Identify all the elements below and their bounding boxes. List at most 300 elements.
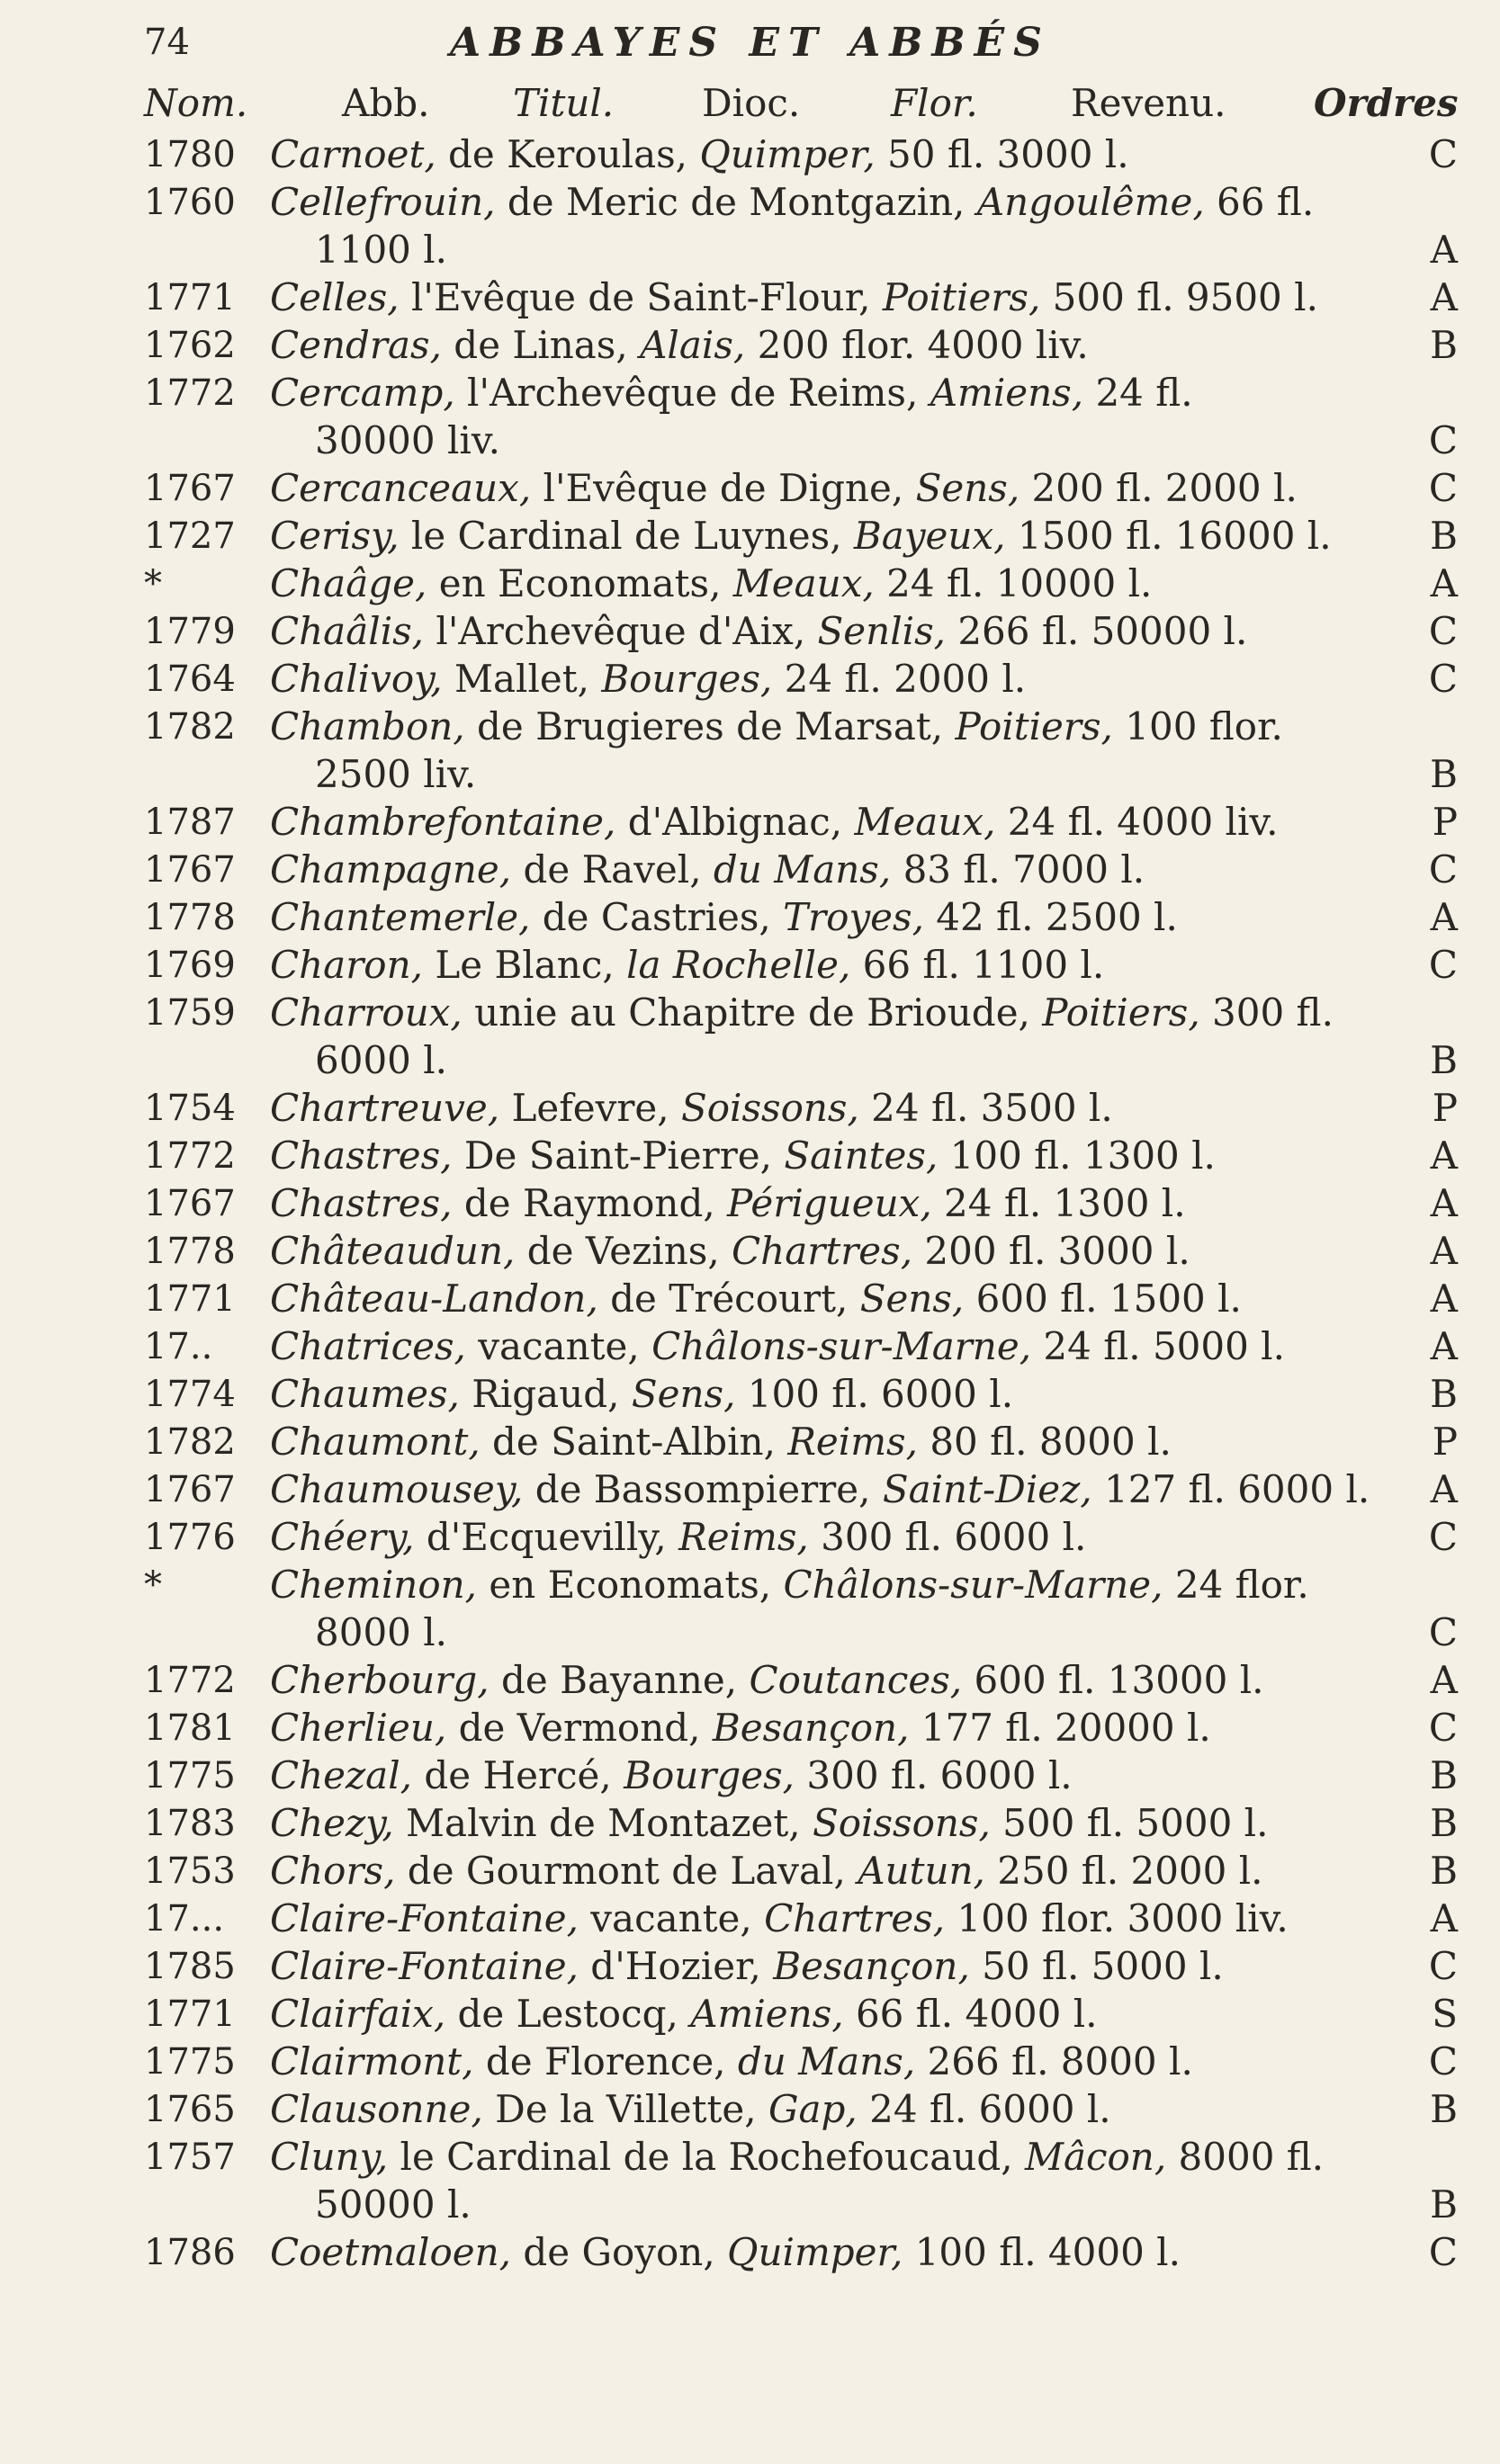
abbey-name: Chaumes, [270,1372,460,1416]
abbey-name: Charroux, [270,990,463,1035]
entry-text [270,1370,1444,1418]
tax-and-revenue: 80 fl. 8000 l. [917,1420,1172,1464]
tax-and-revenue: 24 fl. 4000 liv. [995,800,1279,844]
abbey-name: Chastres, [270,1133,453,1178]
entry-year: * [144,563,162,605]
entry-text [270,1752,1444,1799]
tax-and-revenue: 100 flor. [1112,704,1283,748]
diocese-name: Soissons, [812,1801,991,1845]
abbot-name: de Keroulas, [436,132,700,176]
column-header-ordres: Ordres [1314,81,1459,125]
abbot-name: l'Evêque de Digne, [531,466,916,510]
entry-text [270,1322,1444,1370]
abbey-name: Chaâlis, [270,609,425,653]
abbey-entry [0,2085,1500,2133]
entry-text [270,369,1444,417]
tax-and-revenue: 200 flor. 4000 liv. [745,323,1089,367]
abbey-entry [0,321,1500,369]
tax-and-revenue: 24 fl. [1083,371,1193,415]
diocese-name: Reims, [787,1420,918,1464]
abbey-name: Chezal, [270,1753,412,1797]
entry-year: * [144,1564,162,1606]
entry-text [270,1513,1444,1561]
religious-order: B [1430,1801,1458,1845]
diocese-name: Angoulême, [976,180,1205,224]
tax-and-revenue: 50 fl. 3000 l. [875,132,1129,176]
abbey-name: Cluny, [270,2135,389,2179]
abbey-entry [0,560,1500,607]
religious-order: A [1430,1896,1458,1940]
abbey-name: Claire-Fontaine, [270,1896,579,1940]
diocese-name: Châlons-sur-Marne, [783,1563,1163,1607]
abbey-name: Cellefrouin, [270,180,496,224]
entry-text [270,2085,1444,2133]
tax-and-revenue: 300 fl. 6000 l. [795,1753,1073,1797]
abbey-name: Cherlieu, [270,1706,447,1750]
entry-text [270,178,1444,226]
entry-text [270,703,1444,750]
column-header-revenu: Revenu. [1071,81,1226,125]
abbot-name: d'Hozier, [578,1944,774,1988]
abbot-name: de Raymond, [452,1181,728,1225]
diocese-name: Troyes, [783,895,924,939]
entry-year: 17... [144,1898,225,1940]
abbey-entry [0,1513,1500,1561]
religious-order: C [1428,1706,1458,1750]
religious-order: A [1430,1467,1458,1511]
diocese-name: Senlis, [817,609,946,653]
abbey-name: Clairfaix, [270,1992,446,2036]
diocese-name: Besançon, [712,1706,910,1750]
religious-order: C [1428,132,1458,176]
abbey-entry [0,1990,1500,2038]
abbot-name: De la Villette, [482,2087,768,2131]
abbey-entry [0,893,1500,941]
abbey-entry [0,1275,1500,1322]
abbot-name: de Lestocq, [445,1992,691,2036]
abbey-name: Chastres, [270,1181,453,1225]
entry-continuation: 50000 l. [315,2182,472,2227]
entry-year: 1787 [144,802,236,843]
religious-order: A [1430,1324,1458,1368]
entry-text [270,1704,1444,1752]
abbot-name: de Saint-Albin, [480,1420,788,1464]
page-number: 74 [144,22,190,63]
diocese-name: Amiens, [930,371,1084,415]
entry-text [270,846,1444,893]
abbey-entry [0,1942,1500,1990]
entry-year: 1778 [144,897,236,938]
entry-text [270,1895,1444,1942]
tax-and-revenue: 100 fl. 1300 l. [938,1133,1216,1178]
abbot-name: unie au Chapitre de Brioude, [462,990,1043,1035]
abbey-entry [0,1799,1500,1847]
entry-year: 1764 [144,659,236,700]
diocese-name: Reims, [678,1515,809,1559]
entry-text [270,1132,1444,1179]
entry-text [270,607,1444,655]
religious-order: C [1428,2230,1458,2274]
entry-text [270,1227,1444,1275]
abbey-entry [0,607,1500,655]
abbey-entry [0,2228,1500,2276]
abbey-name: Cercamp, [270,371,455,415]
religious-order: P [1432,1086,1458,1130]
abbey-name: Chambrefontaine, [270,800,616,844]
entry-year: 1775 [144,2041,236,2083]
running-title: ABBAYES ET ABBÉS [450,20,1051,66]
abbot-name: de Hercé, [412,1753,624,1797]
religious-order: A [1430,1277,1458,1321]
entry-year: 1782 [144,706,236,748]
abbot-name: l'Evêque de Saint-Flour, [399,275,883,319]
abbey-list [0,130,1500,2276]
religious-order: C [1428,1610,1458,1654]
entry-year: 1786 [144,2232,236,2273]
abbey-entry [0,703,1500,798]
abbey-entry [0,989,1500,1084]
entry-year: 1776 [144,1517,236,1558]
abbey-entry [0,1895,1500,1942]
entry-continuation: 2500 liv. [315,752,477,796]
religious-order: C [1428,943,1458,987]
entry-text [270,1942,1444,1990]
entry-continuation: 6000 l. [315,1038,448,1082]
religious-order: C [1428,418,1458,462]
diocese-name: Bourges, [601,657,773,701]
abbot-name: le Cardinal de Luynes, [399,514,854,558]
tax-and-revenue: 24 fl. 6000 l. [857,2087,1111,2131]
diocese-name: Meaux, [732,561,875,605]
abbey-name: Celles, [270,275,400,319]
religious-order: C [1428,609,1458,653]
entry-year: 1757 [144,2137,236,2178]
religious-order: A [1430,228,1458,272]
abbey-name: Cercanceaux, [270,466,532,510]
abbot-name: de Trécourt, [597,1277,860,1321]
religious-order: A [1430,275,1458,319]
tax-and-revenue: 200 fl. 3000 l. [912,1229,1190,1273]
tax-and-revenue: 266 fl. 50000 l. [945,609,1248,653]
diocese-name: Mâcon, [1024,2135,1167,2179]
abbot-name: Le Blanc, [423,943,627,987]
entry-text [270,2038,1444,2085]
abbey-entry [0,1465,1500,1513]
diocese-name: Bayeux, [853,514,1006,558]
religious-order: C [1428,1515,1458,1559]
abbot-name: l'Archevêque de Reims, [454,371,930,415]
abbot-name: le Cardinal de la Rochefoucaud, [388,2135,1025,2179]
abbey-name: Chartreuve, [270,1086,500,1130]
diocese-name: Bourges, [624,1753,795,1797]
entry-year: 1771 [144,1278,236,1320]
entry-text [270,1275,1444,1322]
entry-text [270,1847,1444,1895]
abbot-name: de Castries, [530,895,784,939]
tax-and-revenue: 66 fl. 4000 l. [843,1992,1098,2036]
entry-text [270,1656,1444,1704]
religious-order: C [1428,847,1458,892]
entry-text [270,798,1444,846]
diocese-name: Poitiers, [1042,990,1200,1035]
diocese-name: Sens, [631,1372,736,1416]
entry-text [270,989,1444,1036]
tax-and-revenue: 8000 fl. [1166,2135,1325,2179]
entry-text [270,1084,1444,1132]
entry-year: 1753 [144,1850,236,1892]
tax-and-revenue: 177 fl. 20000 l. [909,1706,1211,1750]
religious-order: B [1430,1372,1458,1416]
abbey-name: Châteaudun, [270,1229,516,1273]
entry-text [270,2133,1444,2181]
abbot-name: de Meric de Montgazin, [495,180,977,224]
entry-year: 1767 [144,468,236,509]
diocese-name: la Rochelle, [626,943,851,987]
abbot-name: de Ravel, [511,847,714,892]
tax-and-revenue: 300 fl. 6000 l. [808,1515,1087,1559]
abbey-entry [0,798,1500,846]
abbey-entry [0,369,1500,464]
religious-order: S [1432,1992,1458,2036]
abbey-entry [0,2133,1500,2228]
abbot-name: en Economats, [427,561,733,605]
abbot-name: Rigaud, [459,1372,632,1416]
tax-and-revenue: 100 fl. 4000 l. [903,2230,1181,2274]
tax-and-revenue: 24 fl. 2000 l. [772,657,1027,701]
abbey-entry [0,1179,1500,1227]
entry-year: 1778 [144,1231,236,1272]
diocese-name: Quimper, [727,2230,903,2274]
religious-order: C [1428,657,1458,701]
abbot-name: Lefevre, [499,1086,681,1130]
entry-text [270,2228,1444,2276]
abbot-name: en Economats, [477,1563,784,1607]
entry-year: 1765 [144,2089,236,2130]
abbot-name: de Vermond, [446,1706,713,1750]
diocese-name: Coutances, [749,1658,963,1702]
entry-text [270,273,1444,321]
diocese-name: Saint-Diez, [882,1467,1092,1511]
entry-year: 1782 [144,1421,236,1463]
tax-and-revenue: 250 fl. 2000 l. [984,1849,1263,1893]
tax-and-revenue: 127 fl. 6000 l. [1091,1467,1370,1511]
entry-text [270,655,1444,703]
diocese-name: Autun, [858,1849,985,1893]
abbey-entry [0,178,1500,273]
entry-continuation: 30000 liv. [315,418,500,462]
abbey-entry [0,1752,1500,1799]
entry-year: 1772 [144,372,236,414]
abbey-entry [0,1322,1500,1370]
diocese-name: Meaux, [854,800,996,844]
religious-order: C [1428,466,1458,510]
diocese-name: Soissons, [680,1086,859,1130]
religious-order: C [1428,1944,1458,1988]
religious-order: A [1430,1133,1458,1178]
entry-text [270,893,1444,941]
diocese-name: Gap, [768,2087,858,2131]
abbot-name: Mallet, [442,657,602,701]
abbot-name: De Saint-Pierre, [452,1133,785,1178]
abbey-name: Coetmaloen, [270,2230,511,2274]
entry-year: 17.. [144,1326,213,1367]
abbot-name: de Florence, [473,2039,738,2083]
abbey-name: Chéery, [270,1515,415,1559]
abbey-entry [0,941,1500,989]
abbey-entry [0,1704,1500,1752]
abbey-name: Cherbourg, [270,1658,490,1702]
abbot-name: de Vezins, [515,1229,732,1273]
running-head [144,16,1458,70]
abbey-entry [0,130,1500,178]
religious-order: B [1430,1849,1458,1893]
tax-and-revenue: 24 fl. 5000 l. [1031,1324,1285,1368]
religious-order: A [1430,1229,1458,1273]
entry-year: 1767 [144,849,236,891]
diocese-name: Poitiers, [955,704,1113,748]
diocese-name: Chartres, [732,1229,913,1273]
column-header-abb: Abb. [342,81,430,125]
abbot-name: l'Archevêque d'Aix, [424,609,818,653]
entry-year: 1780 [144,134,236,175]
tax-and-revenue: 100 fl. 6000 l. [735,1372,1014,1416]
religious-order: B [1430,1753,1458,1797]
abbey-name: Clairmont, [270,2039,474,2083]
abbey-name: Chatrices, [270,1324,466,1368]
diocese-name: Quimper, [699,132,876,176]
entry-year: 1783 [144,1803,236,1844]
diocese-name: Châlons-sur-Marne, [651,1324,1032,1368]
abbey-name: Cendras, [270,323,442,367]
entry-year: 1762 [144,325,236,366]
diocese-name: Besançon, [773,1944,970,1988]
tax-and-revenue: 24 fl. 10000 l. [874,561,1153,605]
abbot-name: de Goyon, [511,2230,728,2274]
religious-order: B [1430,752,1458,796]
religious-order: B [1430,1038,1458,1082]
abbot-name: de Bayanne, [489,1658,750,1702]
abbey-entry [0,846,1500,893]
tax-and-revenue: 500 fl. 5000 l. [990,1801,1269,1845]
abbey-entry [0,1418,1500,1465]
religious-order: B [1430,2182,1458,2227]
abbot-name: vacante, [578,1896,765,1940]
abbey-name: Chalivoy, [270,657,443,701]
tax-and-revenue: 200 fl. 2000 l. [1019,466,1298,510]
entry-text [270,560,1444,607]
religious-order: A [1430,1181,1458,1225]
diocese-name: Chartres, [764,1896,946,1940]
tax-and-revenue: 66 fl. [1204,180,1315,224]
abbey-name: Chaumousey, [270,1467,524,1511]
entry-year: 1760 [144,182,236,223]
entry-year: 1759 [144,992,236,1034]
tax-and-revenue: 600 fl. 1500 l. [964,1277,1242,1321]
abbot-name: d'Ecquevilly, [414,1515,679,1559]
religious-order: A [1430,895,1458,939]
tax-and-revenue: 50 fl. 5000 l. [969,1944,1224,1988]
religious-order: P [1432,800,1458,844]
entry-text [270,1418,1444,1465]
tax-and-revenue: 500 fl. 9500 l. [1040,275,1318,319]
tax-and-revenue: 1500 fl. 16000 l. [1005,514,1332,558]
diocese-name: Sens, [915,466,1020,510]
abbey-entry [0,1227,1500,1275]
tax-and-revenue: 100 flor. 3000 liv. [945,1896,1289,1940]
column-header-flor: Flor. [891,81,978,125]
abbey-entry [0,464,1500,512]
abbey-name: Clausonne, [270,2087,483,2131]
abbey-entry [0,273,1500,321]
entry-text [270,130,1444,178]
entry-year: 1771 [144,1994,236,2035]
abbey-entry [0,1370,1500,1418]
entry-continuation: 1100 l. [315,228,448,272]
column-header-nom: Nom. [144,81,248,125]
abbey-name: Cerisy, [270,514,400,558]
religious-order: A [1430,1658,1458,1702]
diocese-name: du Mans, [713,847,892,892]
diocese-name: Alais, [640,323,746,367]
column-header-dioc: Dioc. [702,81,801,125]
entry-year: 1772 [144,1660,236,1701]
abbey-entry [0,1084,1500,1132]
tax-and-revenue: 24 fl. 1300 l. [931,1181,1186,1225]
abbot-name: Malvin de Montazet, [393,1801,813,1845]
entry-text [270,1179,1444,1227]
abbot-name: de Linas, [441,323,641,367]
abbot-name: de Brugieres de Marsat, [464,704,956,748]
abbey-entry [0,1656,1500,1704]
entry-year: 1785 [144,1946,236,1987]
tax-and-revenue: 66 fl. 1100 l. [850,943,1105,987]
religious-order: C [1428,2039,1458,2083]
abbot-name: de Bassompierre, [523,1467,883,1511]
abbey-name: Charon, [270,943,423,987]
abbey-name: Chaâge, [270,561,427,605]
abbey-entry [0,1847,1500,1895]
column-header-titul: Titul. [513,81,615,125]
tax-and-revenue: 24 fl. 3500 l. [858,1086,1113,1130]
entry-year: 1771 [144,277,236,318]
entry-text [270,512,1444,560]
religious-order: P [1432,1420,1458,1464]
abbey-name: Cheminon, [270,1563,478,1607]
entry-text [270,1561,1444,1608]
abbey-name: Chambon, [270,704,465,748]
abbey-entry [0,1132,1500,1179]
entry-continuation: 8000 l. [315,1610,448,1654]
diocese-name: Poitiers, [882,275,1041,319]
abbey-entry [0,2038,1500,2085]
tax-and-revenue: 24 flor. [1163,1563,1309,1607]
abbey-name: Château-Landon, [270,1277,598,1321]
entry-year: 1775 [144,1755,236,1796]
tax-and-revenue: 266 fl. 8000 l. [915,2039,1193,2083]
tax-and-revenue: 600 fl. 13000 l. [962,1658,1264,1702]
diocese-name: du Mans, [737,2039,916,2083]
diocese-name: Sens, [859,1277,965,1321]
religious-order: B [1430,2087,1458,2131]
religious-order: B [1430,323,1458,367]
tax-and-revenue: 300 fl. [1199,990,1334,1035]
entry-text [270,1799,1444,1847]
religious-order: A [1430,561,1458,605]
entry-year: 1779 [144,611,236,652]
entry-year: 1774 [144,1374,236,1415]
abbey-name: Chantemerle, [270,895,531,939]
abbey-name: Chaumont, [270,1420,481,1464]
